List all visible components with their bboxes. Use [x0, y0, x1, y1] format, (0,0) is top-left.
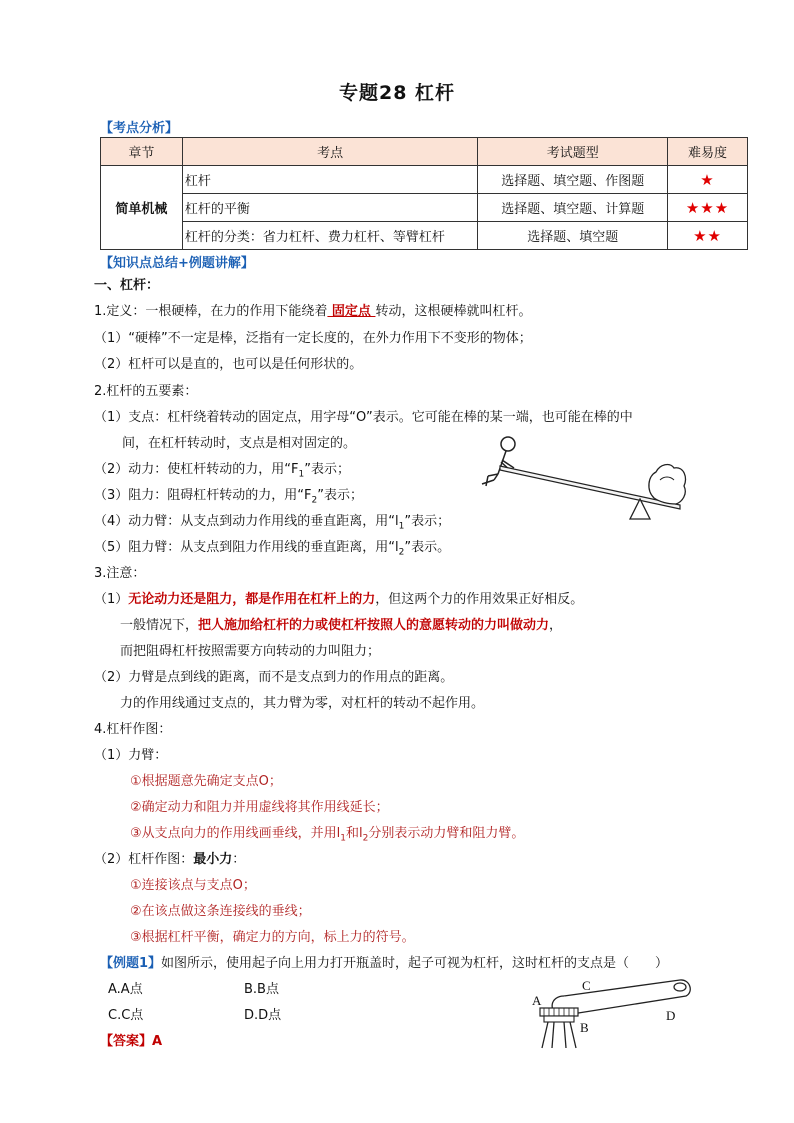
example-question: 【例题1】如图所示，使用起子向上用力打开瓶盖时，起子可视为杠杆，这时杠杆的支点是（ ）	[100, 956, 669, 971]
label-c: C	[582, 978, 591, 993]
type-cell: 选择题、填空题、计算题	[478, 194, 668, 222]
header-difficulty: 难易度	[668, 138, 748, 166]
rock-icon	[649, 465, 686, 504]
type-cell: 选择题、填空题、作图题	[478, 166, 668, 194]
person-head-icon	[501, 437, 515, 451]
attention-line: 力的作用线通过支点的，其力臂为零，对杠杆的转动不起作用。	[120, 696, 485, 711]
drawing-step: ②确定动力和阻力并用虚线将其作用线延长；	[130, 800, 389, 815]
element-line: （1）支点：杠杆绕着转动的固定点，用字母“O”表示。它可能在棒的某一端，也可能在棒的中	[94, 410, 633, 425]
drawing-subheading: （1）力臂：	[94, 748, 168, 763]
type-cell: 选择题、填空题	[478, 222, 668, 250]
answer-value: A	[152, 1034, 163, 1049]
heading-lever: 一、杠杆：	[94, 278, 160, 293]
page-title: 专题28 杠杆	[338, 82, 456, 104]
drawing-step: ①连接该点与支点O；	[130, 878, 256, 893]
element-line: （5）阻力臂：从支点到阻力作用线的垂直距离，用“$l_2$”表示。	[94, 540, 451, 558]
point-cell: 杠杆	[182, 166, 477, 194]
drawing-step: ③根据杠杆平衡，确定力的方向，标上力的符号。	[130, 930, 415, 945]
point-cell: 杠杆的分类：省力杠杆、费力杠杆、等臂杠杆	[182, 222, 477, 250]
definition-line: 1.定义：一根硬棒，在力的作用下能绕着 固定点 转动，这根硬棒就叫杠杆。	[94, 304, 532, 319]
difficulty-stars: ★★	[668, 222, 748, 250]
definition-keyword: 固定点	[327, 304, 376, 319]
bottle-opener-figure	[530, 972, 700, 1052]
header-type: 考试题型	[478, 138, 668, 166]
section-exam-analysis: 【考点分析】	[100, 121, 179, 136]
five-elements-heading: 2.杠杆的五要素：	[94, 384, 198, 399]
attention-line: （2）力臂是点到线的距离，而不是支点到力的作用点的距离。	[94, 670, 454, 685]
handle-hole-icon	[674, 983, 686, 991]
table-row	[101, 166, 748, 194]
option-b[interactable]: B.B点	[244, 982, 279, 997]
header-chapter: 章节	[101, 138, 183, 166]
drawing-step: ③从支点向力的作用线画垂线，并用$l_1$和$l_2$分别表示动力臂和阻力臂。	[130, 826, 525, 844]
answer-tag: 【答案】	[100, 1034, 153, 1049]
chapter-cell: 简单机械	[101, 166, 183, 250]
drawing-step: ②在该点做这条连接线的垂线；	[130, 904, 311, 919]
label-b: B	[580, 1020, 589, 1035]
label-a: A	[532, 993, 542, 1008]
point-cell: 杠杆的平衡	[182, 194, 477, 222]
section-knowledge-summary: 【知识点总结+例题讲解】	[100, 256, 254, 271]
attention-heading: 3.注意：	[94, 566, 146, 581]
exam-point-table	[100, 137, 748, 250]
answer-line	[100, 1034, 162, 1050]
seesaw-figure	[470, 432, 700, 527]
drawing-step: ①根据题意先确定支点O；	[130, 774, 282, 789]
element-line: 间，在杠杆转动时，支点是相对固定的。	[122, 436, 357, 451]
drawing-subheading: （2）杠杆作图：最小力：	[94, 852, 246, 867]
note-line: （1）“硬棒”不一定是棒，泛指有一定长度的，在外力作用下不变形的物体；	[94, 331, 532, 346]
option-c[interactable]: C.C点	[108, 1008, 144, 1023]
option-d[interactable]: D.D点	[244, 1008, 282, 1023]
attention-line: 而把阻碍杠杆按照需要方向转动的力叫阻力；	[120, 644, 381, 659]
drawing-heading: 4.杠杆作图：	[94, 722, 172, 737]
difficulty-stars: ★	[668, 166, 748, 194]
example-tag: 【例题1】	[100, 956, 162, 971]
element-line: （4）动力臂：从支点到动力作用线的垂直距离，用“$l_1$”表示；	[94, 514, 451, 532]
table-row	[101, 222, 748, 250]
label-d: D	[666, 1008, 676, 1023]
table-header-row	[101, 138, 748, 166]
note-line: （2）杠杆可以是直的，也可以是任何形状的。	[94, 357, 363, 372]
difficulty-stars: ★★★	[668, 194, 748, 222]
option-a[interactable]: A.A点	[108, 982, 143, 997]
element-line: （3）阻力：阻碍杠杆转动的力，用“$F_2$”表示；	[94, 488, 363, 506]
element-line: （2）动力：使杠杆转动的力，用“$F_1$”表示；	[94, 462, 350, 480]
attention-line: 一般情况下，把人施加给杠杆的力或使杠杆按照人的意愿转动的力叫做动力，	[120, 618, 563, 633]
table-row	[101, 194, 748, 222]
header-point: 考点	[182, 138, 477, 166]
attention-line: （1）无论动力还是阻力，都是作用在杠杆上的力，但这两个力的作用效果正好相反。	[94, 592, 584, 607]
